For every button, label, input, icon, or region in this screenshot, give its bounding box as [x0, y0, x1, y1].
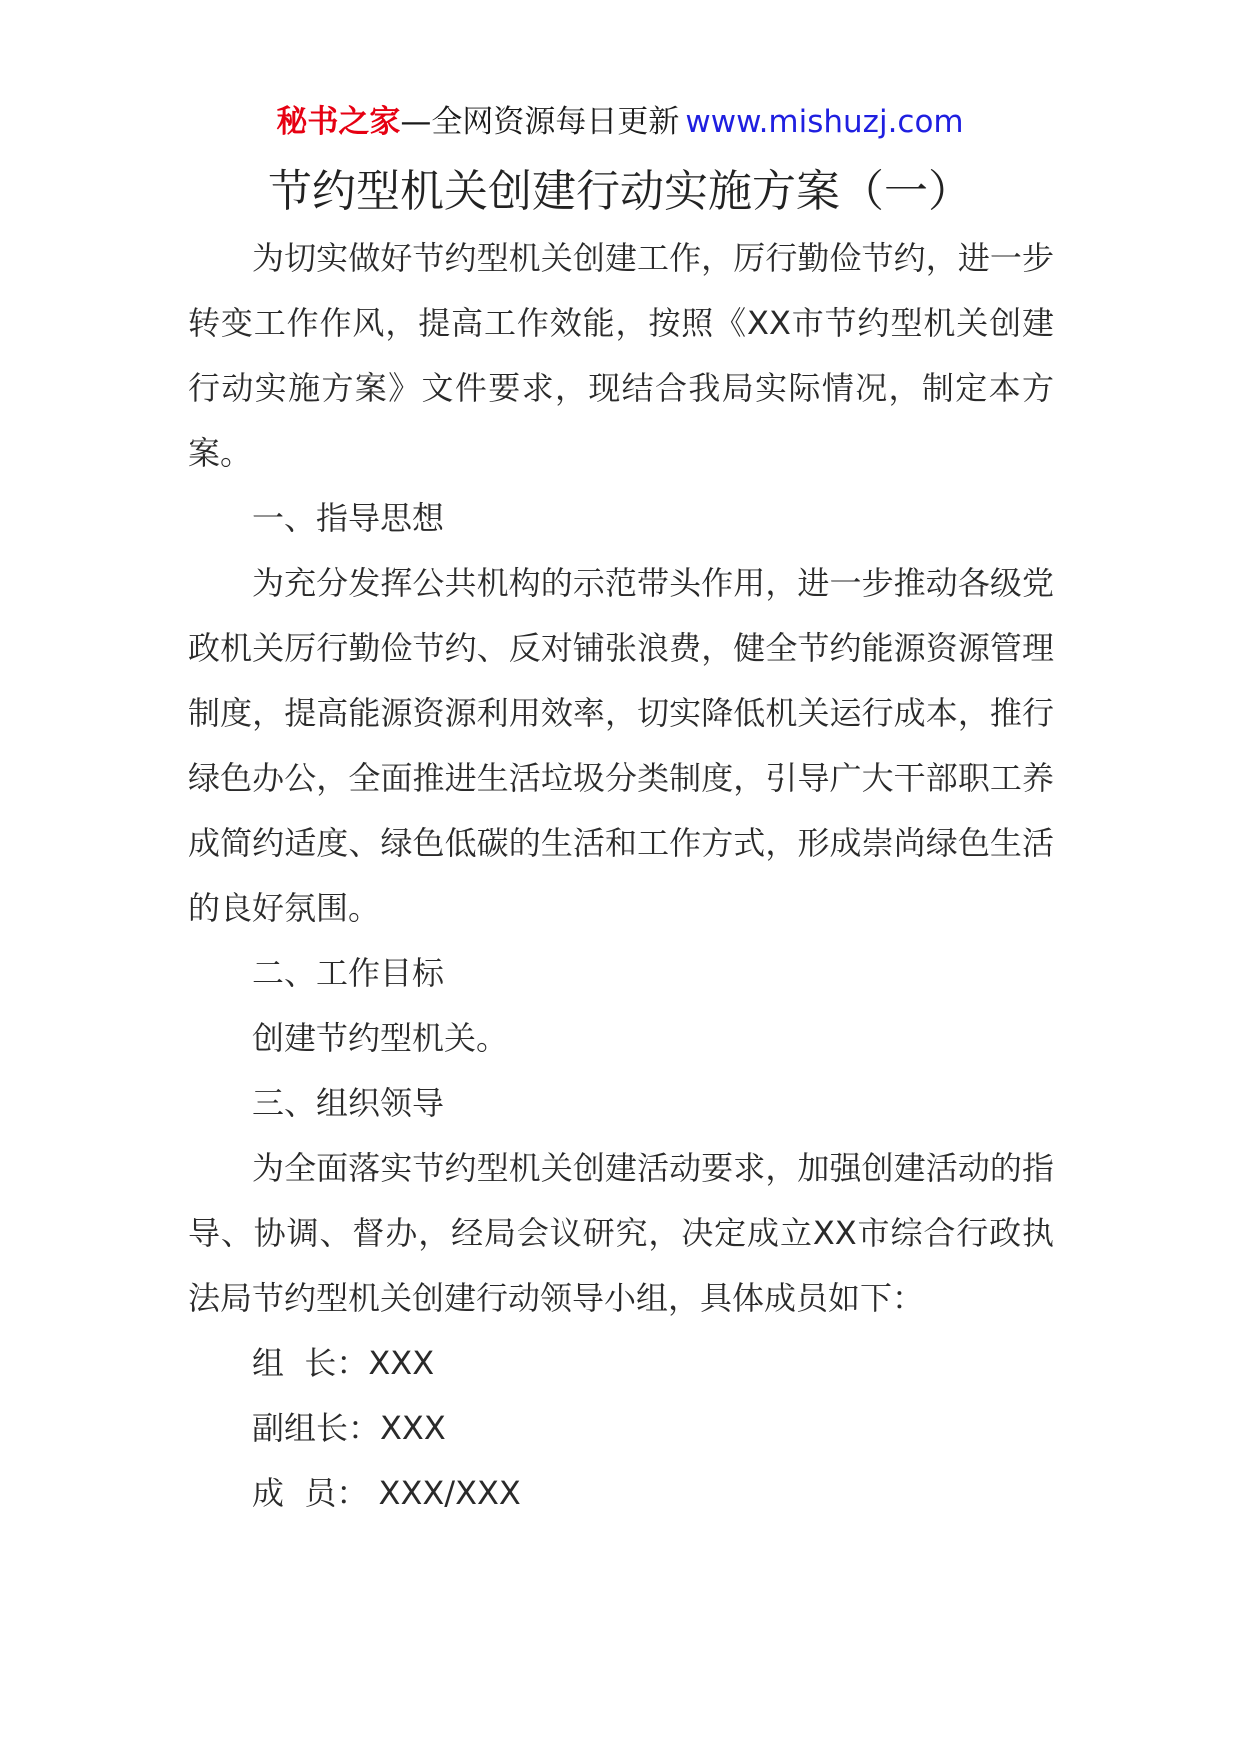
section-heading-organization: 三、组织领导 — [252, 1084, 445, 1122]
section-body-work-goals: 创建节约型机关。 — [252, 1019, 509, 1057]
section-heading-guiding-ideology: 一、指导思想 — [252, 499, 445, 537]
header-tagline: —全网资源每日更新 — [400, 104, 680, 140]
section-body-guiding-ideology: 为充分发挥公共机构的示范带头作用，进一步推动各级党政机关厉行勤俭节约、反对铺张浪费，健全节约能源资源管理制度，提高能源资源利用效率，切实降低机关运行成本，推行绿色办公，全面推进生活垃圾分类制度，引导广大干部职工养成简约适度、绿色低碳的生活和工作方式，形成崇尚绿色生活的良好氛围。 — [188, 564, 1054, 927]
site-header — [0, 98, 1240, 146]
brand-name: 秘书之家 — [276, 104, 401, 140]
document-body — [188, 226, 1054, 1526]
document-title: 节约型机关创建行动实施方案（一） — [268, 166, 972, 217]
section-heading-work-goals: 二、工作目标 — [252, 954, 445, 992]
member-members: 成 员： XXX/XXX — [252, 1474, 521, 1512]
member-deputy-leader: 副组长：XXX — [252, 1409, 446, 1447]
member-leader: 组 长：XXX — [252, 1344, 435, 1382]
site-url-link[interactable]: www.mishuzj.com — [685, 104, 964, 140]
section-body-organization: 为全面落实节约型机关创建活动要求，加强创建活动的指导、协调、督办，经局会议研究，决定成立XX市综合行政执法局节约型机关创建行动领导小组，具体成员如下： — [188, 1149, 1054, 1317]
intro-paragraph: 为切实做好节约型机关创建工作，厉行勤俭节约，进一步转变工作作风，提高工作效能，按照《XX市节约型机关创建行动实施方案》文件要求，现结合我局实际情况，制定本方案。 — [188, 239, 1054, 472]
